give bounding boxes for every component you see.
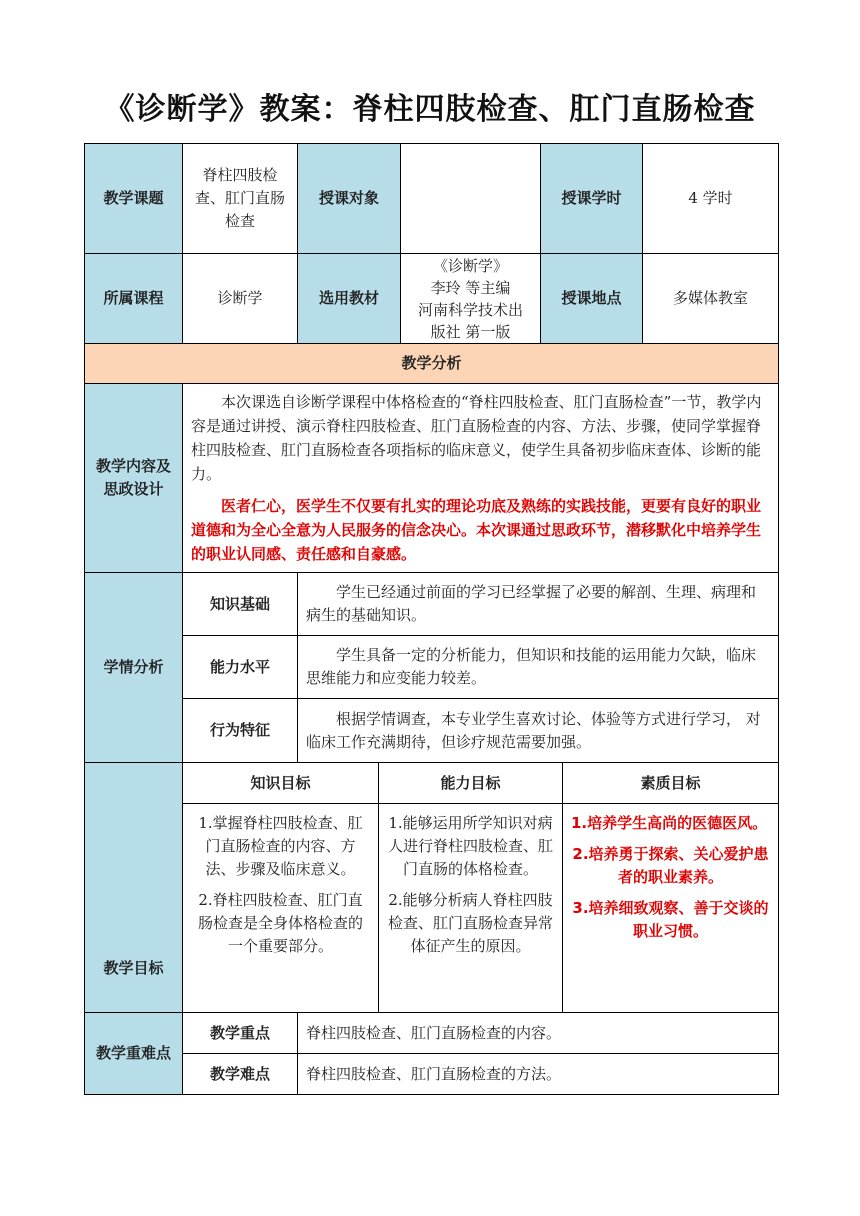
textbook-line: 《诊断学》 (432, 256, 508, 275)
learner-row-paragraph: 学生具备一定的分析能力，但知识和技能的运用能力欠缺，临床思维能力和应变能力较差。 (306, 646, 757, 687)
learner-row-paragraph: 根据学情调查，本专业学生喜欢讨论、体验等方式进行学习， 对临床工作充满期待，但诊疗规范需要加强。 (306, 709, 761, 751)
content-label: 教学内容及思政设计 (84, 383, 183, 573)
location-value: 多媒体教室 (642, 253, 779, 344)
learner-row-text (297, 698, 779, 763)
quality-objectives (562, 803, 779, 1013)
location-label: 授课地点 (540, 253, 643, 344)
knowledge-item: 1.掌握脊柱四肢检查、肛门直肠检查的内容、方法、步骤及临床意义。 (198, 814, 363, 878)
content-cell (182, 383, 779, 573)
textbook-line: 李玲 等主编 (430, 278, 511, 297)
hours-label: 授课学时 (540, 143, 643, 254)
learner-row-label: 行为特征 (182, 698, 298, 763)
knowledge-item: 2.脊柱四肢检查、肛门直肠检查是全身体格检查的一个重要部分。 (197, 891, 363, 955)
textbook-line: 版社 第一版 (430, 322, 511, 341)
topic-value: 脊柱四肢检查、肛门直肠检查 (182, 143, 298, 254)
topic-label: 教学课题 (84, 143, 183, 254)
objective-header: 素质目标 (562, 762, 779, 804)
learner-row-paragraph: 学生已经通过前面的学习已经掌握了必要的解剖、生理、病理和病生的基础知识。 (306, 583, 757, 624)
course-value: 诊断学 (182, 253, 298, 344)
page-title: 《诊断学》教案：脊柱四肢检查、肛门直肠检查 (104, 92, 756, 127)
learners-label: 学情分析 (84, 572, 183, 763)
keypoint-row-text: 脊柱四肢检查、肛门直肠检查的方法。 (297, 1053, 779, 1095)
hours-value: 4 学时 (642, 143, 779, 254)
audience-label: 授课对象 (297, 143, 401, 254)
learner-row-text (297, 635, 779, 699)
keypoint-row-label: 教学重点 (182, 1012, 298, 1054)
ability-item: 1.能够运用所学知识对病人进行脊柱四肢检查、肛门直肠的体格检查。 (387, 814, 553, 878)
quality-item: 2.培养勇于探索、关心爱护患者的职业素养。 (572, 845, 769, 886)
objectives-label: 教学目标 (84, 762, 183, 1013)
ability-item: 2.能够分析病人脊柱四肢检查、肛门直肠检查异常体征产生的原因。 (387, 891, 553, 955)
textbook-line: 河南科学技术出 (417, 300, 523, 319)
audience-value (400, 143, 541, 254)
quality-item: 3.培养细致观察、善于交谈的职业习惯。 (572, 899, 769, 940)
knowledge-objectives (182, 803, 379, 1013)
objective-header: 知识目标 (182, 762, 379, 804)
ideology-paragraph: 医者仁心，医学生不仅要有扎实的理论功底及熟练的实践技能，更要有良好的职业道德和为全心全意为人民服务的信念决心。本次课通过思政环节，潜移默化中培养学生的职业认同感、责任感和自豪感。 (191, 497, 762, 563)
course-label: 所属课程 (84, 253, 183, 344)
content-paragraph: 本次课选自诊断学课程中体格检查的“脊柱四肢检查、肛门直肠检查”一节，教学内容是通过讲授、演示脊柱四肢检查、肛门直肠检查的内容、方法、步骤，使同学掌握脊柱四肢检查、肛门直肠检查各项指标的临床意义，使学生具备初步临床查体、诊断的能力。 (191, 393, 762, 483)
learner-row-label: 能力水平 (182, 635, 298, 699)
keypoint-row-text: 脊柱四肢检查、肛门直肠检查的内容。 (297, 1012, 779, 1054)
analysis-header: 教学分析 (84, 343, 779, 384)
keypoint-row-label: 教学难点 (182, 1053, 298, 1095)
textbook-label: 选用教材 (297, 253, 401, 344)
ability-objectives (378, 803, 563, 1013)
textbook-value (400, 253, 541, 344)
learner-row-text (297, 572, 779, 636)
learner-row-label: 知识基础 (182, 572, 298, 636)
quality-item: 1.培养学生高尚的医德医风。 (571, 814, 768, 832)
keypoints-label: 教学重难点 (84, 1012, 183, 1095)
objective-header: 能力目标 (378, 762, 563, 804)
